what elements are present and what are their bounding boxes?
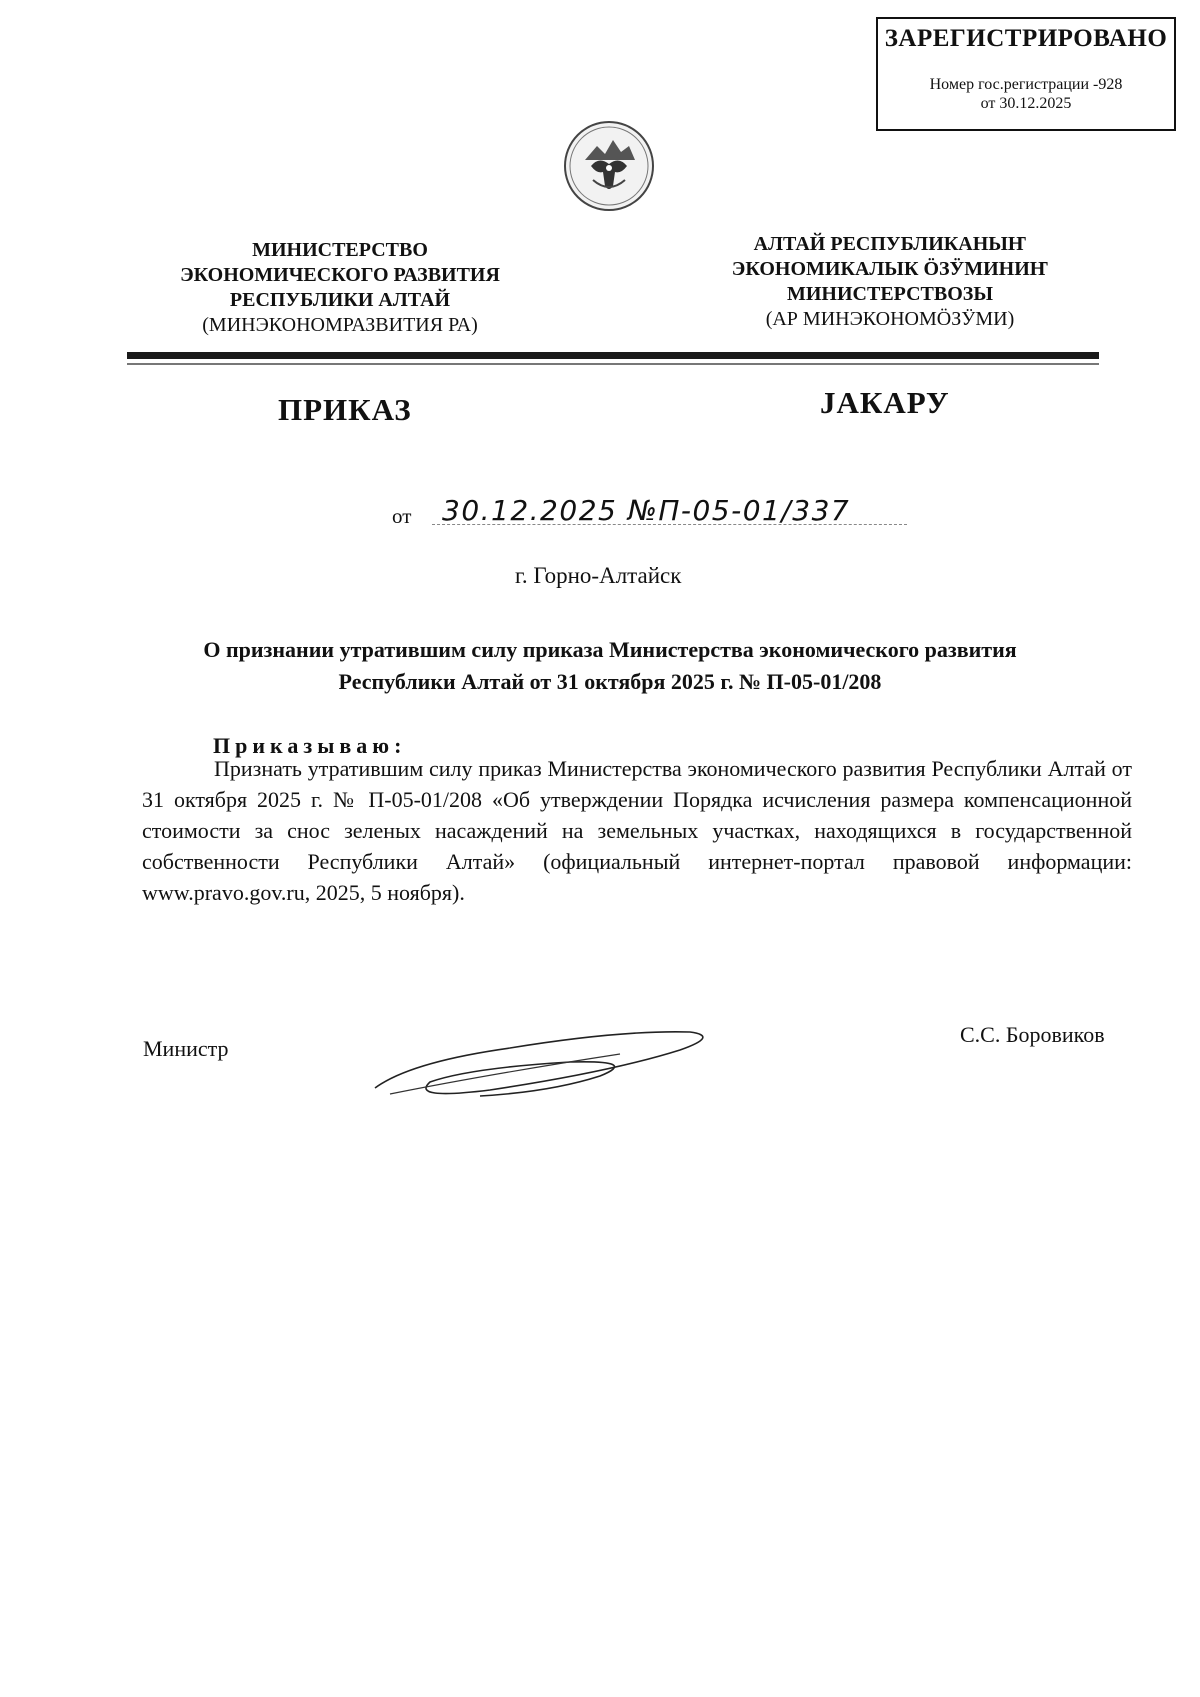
order-date-number [392,494,912,534]
header-left-line-4: (МИНЭКОНОМРАЗВИТИЯ РА) [202,314,478,336]
header-right-line-4: (АР МИНЭКОНОМÖЗӰМИ) [765,308,1015,330]
registration-stamp [876,17,1176,131]
subject-line-2: Республики Алтай от 31 октября 2025 г. № П-05-01/208 [338,669,882,694]
date-prefix: от [392,504,412,528]
header-divider-thin [127,363,1099,365]
order-subject [130,634,1090,698]
header-right-line-3: МИНИСТЕРСТВОЗЫ [786,283,993,305]
stamp-registration-number: Номер гос.регистрации -928 [929,76,1123,93]
doc-type-altai: JАКАРУ [820,385,950,420]
signatory-name: С.С. Боровиков [960,1022,1105,1047]
header-right-line-2: ЭКОНОМИКАЛЫК ÖЗӰМИНИҤ [731,258,1049,280]
header-left-line-2: ЭКОНОМИЧЕСКОГО РАЗВИТИЯ [180,264,500,286]
coat-of-arms-emblem-icon [563,120,655,212]
order-body: Признать утратившим силу приказ Министерства экономического развития Республики Алтай от 31 октября 2025 г. № П-05-01/208 «Об утверждении Порядка исчисления размера компенсационной стоимости за снос зеленых насаждений на земельных участках, находящихся в государственной собственности Республики Алтай» (официальный интернет-портал правовой информации: www.pravo.gov.ru, 2025, 5 ноября). [142,756,1132,905]
header-divider-thick [127,352,1099,359]
stamp-title: ЗАРЕГИСТРИРОВАНО [884,25,1168,52]
header-left-line-3: РЕСПУБЛИКИ АЛТАЙ [229,289,451,311]
signatory-role: Министр [143,1036,229,1061]
header-right-line-1: АЛТАЙ РЕСПУБЛИКАНЫҤ [753,233,1027,255]
subject-line-1: О признании утратившим силу приказа Министерства экономического развития [203,637,1017,662]
order-directive: Приказываю: [213,733,407,758]
date-underline [432,524,907,526]
handwritten-date-number: 30.12.2025 №П-05-01/337 [442,494,851,527]
doc-type-russian: ПРИКАЗ [278,392,412,427]
city: г. Горно-Алтайск [515,563,682,588]
ministry-header-altai [700,232,1080,332]
stamp-registration-date: от 30.12.2025 [980,95,1072,112]
header-left-line-1: МИНИСТЕРСТВО [252,239,428,261]
ministry-header-russian [160,238,520,338]
handwritten-signature [370,1010,725,1110]
